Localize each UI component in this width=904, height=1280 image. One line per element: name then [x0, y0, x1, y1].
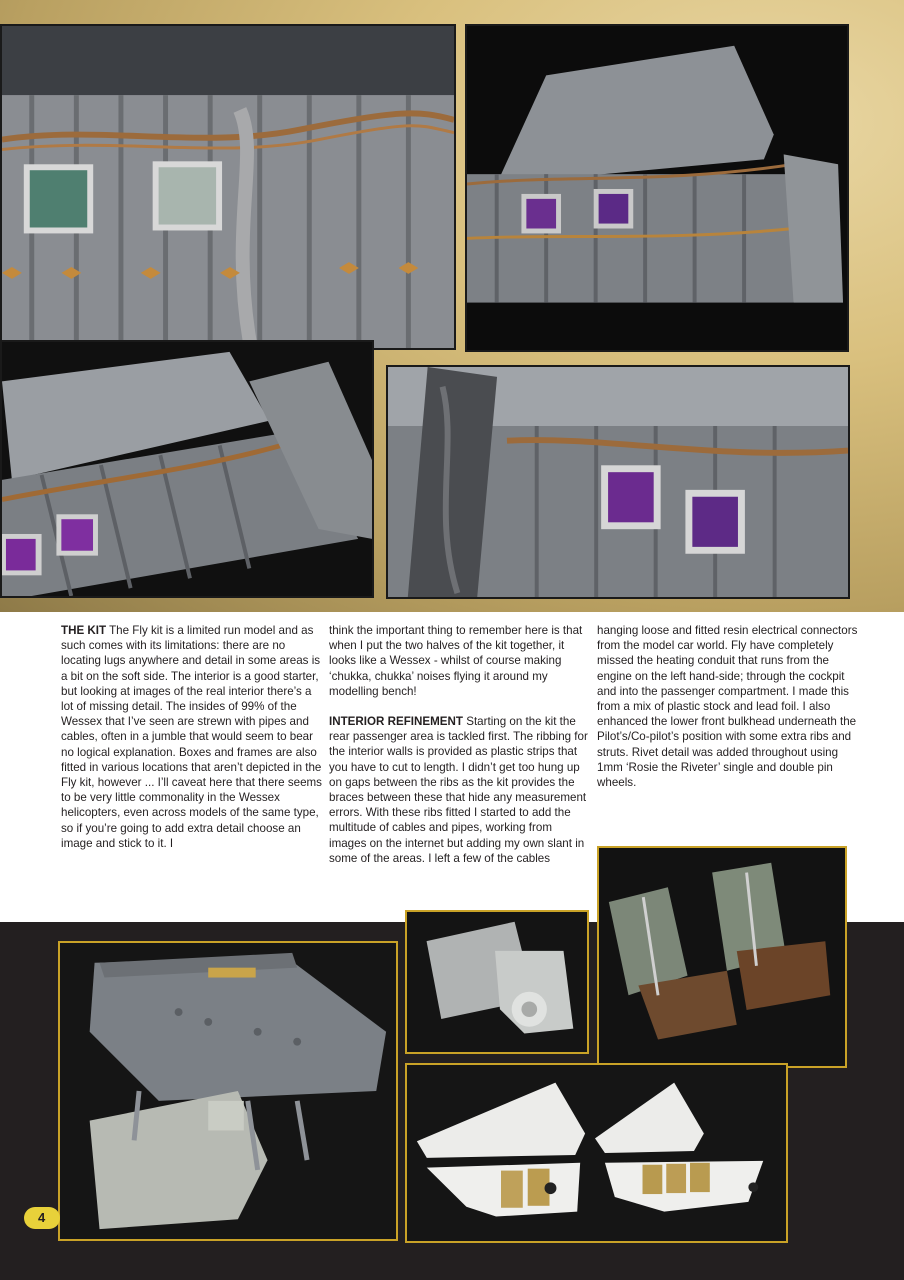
- engine-part-illustration: [407, 912, 587, 1052]
- article-column-1: [61, 623, 323, 866]
- text-the-kit: The Fly kit is a limited run model and as such comes with its limitations: there are no locating lugs anywhere and detail in some areas is a bit on the soft side. The interior is a good starter, but looking at images of the real interior there’s a lot of missing detail. The insides of 99% of the Wessex that I’ve seen are strewn with pipes and cables, often in a jumble that would seem to bear no logical explanation. Boxes and frames are also fitted in various locations that aren’t depicted in the Fly kit, however ... I’ll caveat here that there seems to be very little commonality in the Wessex helicopters, even across models of the same type, so if you’re going to add extra detail choose an image and stick to it. I: [61, 624, 322, 850]
- paragraph-interior-refinement: [329, 714, 591, 866]
- photo-cabin-half-angled: [0, 340, 374, 598]
- floor-parts-illustration: [407, 1065, 786, 1241]
- photo-cockpit-bulkhead-assembly: [58, 941, 398, 1241]
- foil-conduit-illustration: [388, 367, 848, 597]
- cockpit-bulkhead-illustration: [60, 943, 396, 1239]
- interior-wall-illustration: [2, 26, 454, 348]
- text-interior-refinement: Starting on the kit the rear passenger area is tackled first. The ribbing for the interior walls is provided as plastic strips that you have to cut to length. I didn’t get too hung up on gaps between the ribs as the kit provides the braces between these that hide any measurement errors. With these ribs fitted I started to add the multitude of cables and pipes, working from images on the internet but adding my own slant in some of the areas. I left a few of the cables: [329, 715, 588, 865]
- photo-photo-etch-floor-parts: [405, 1063, 788, 1243]
- article-column-3: [597, 623, 859, 805]
- paragraph-the-kit: [61, 623, 323, 851]
- page-number: 4: [24, 1207, 60, 1229]
- heading-the-kit: THE KIT: [61, 624, 107, 637]
- pilot-seats-illustration: [599, 848, 845, 1066]
- paragraph-continued: think the important thing to remember here is that when I put the two halves of the kit together, it looks like a Wessex - whilst of course making ‘chukka, chukka’ noises flying it around my modelling bench!: [329, 624, 583, 698]
- heading-interior-refinement: INTERIOR REFINEMENT: [329, 715, 463, 729]
- cabin-half-illustration: [2, 342, 372, 596]
- photo-pilot-seats: [597, 846, 847, 1068]
- photo-resin-engine-part: [405, 910, 589, 1054]
- paragraph-col3: hanging loose and fitted resin electrical connectors from the model car world. Fly have completely missed the heating conduit that runs from the engine on the left hand-side; through the cockpit and into the passenger compartment. I made this from a mix of plastic stock and lead foil. I also enhanced the lower front bulkhead underneath the Pilot’s/Co-pilot’s position with some extra ribs and struts. Rivet detail was added throughout using 1mm ‘Rosie the Riveter’ single and double pin wheels.: [597, 624, 858, 790]
- photo-cabin-wall-with-foil-conduit: [386, 365, 850, 599]
- bulkhead-illustration: [467, 26, 847, 350]
- photo-interior-wall-wiring: [0, 24, 456, 350]
- article-column-2: [329, 623, 591, 881]
- photo-interior-wall-with-bulkhead: [465, 24, 849, 352]
